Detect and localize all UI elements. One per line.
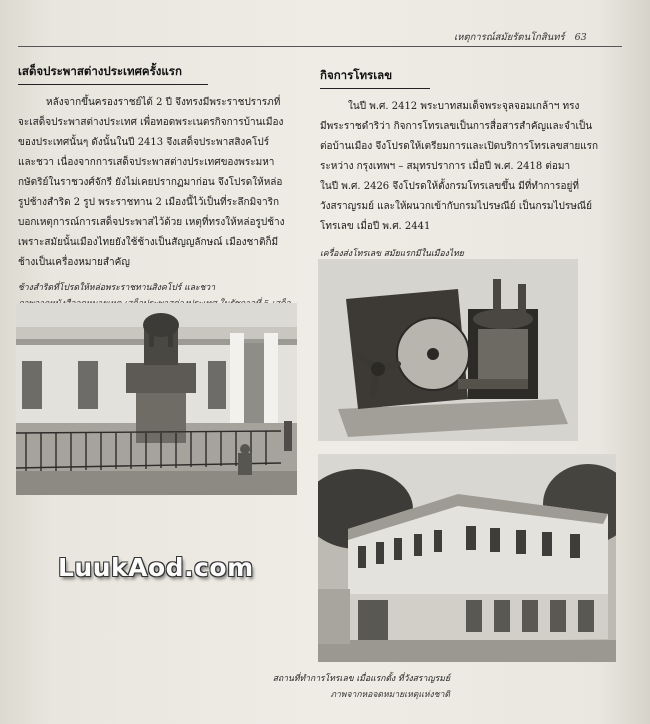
text-line: ช้างเป็นเครื่องหมายสำคัญ bbox=[18, 257, 130, 268]
left-body-text bbox=[18, 93, 300, 273]
text-line: ในปี พ.ศ. 2426 จึงโปรดให้ตั้งกรมโทรเลขขึ้น มีที่ทำการอยู่ที่ bbox=[320, 181, 579, 192]
right-column bbox=[320, 64, 620, 278]
text-line: ระหว่าง กรุงเทพฯ – สมุทรปราการ เมื่อปี พ.ศ. 2418 ต่อมา bbox=[320, 161, 571, 172]
caption-line: ภาพจากหอจดหมายเหตุแห่งชาติ bbox=[330, 689, 450, 700]
text-line: รูปช้างสำริด 2 รูป พระราชทาน 2 เมืองนี้ไว้เป็นที่ระลึกมิจาริก bbox=[18, 197, 280, 208]
section-title-first-trip: เสด็จประพาสต่างประเทศครั้งแรก bbox=[18, 63, 208, 85]
caption-line: เครื่องส่งโทรเลข สมัยแรกมีในเมืองไทย bbox=[320, 249, 464, 259]
left-column bbox=[18, 60, 300, 343]
text-line: วังสราญรมย์ และให้ผนวกเข้ากับกรมไปรษณีย์ เป็นกรมไปรษณีย์ bbox=[320, 201, 592, 212]
text-line: และชวา เนื่องจากการเสด็จประพาสต่างประเทศของพระมหา bbox=[18, 157, 275, 168]
text-line: จะเสด็จประพาสต่างประเทศ เพื่อทอดพระเนตรกิจการบ้านเมือง bbox=[18, 117, 284, 128]
watermark-logo: LuukAod.com bbox=[58, 553, 254, 582]
right-body-text bbox=[320, 97, 620, 237]
running-head bbox=[454, 30, 634, 45]
telegraph-office-photo bbox=[318, 454, 616, 662]
text-line: หลังจากขึ้นครองราชย์ได้ 2 ปี จึงทรงมีพระราชปรารภที่ bbox=[46, 97, 281, 108]
text-line: โทรเลข เมื่อปี พ.ศ. 2441 bbox=[320, 221, 431, 232]
office-photo-caption bbox=[150, 672, 450, 703]
header-rule bbox=[18, 46, 622, 47]
caption-line: สถานที่ทำการโทรเลข เมื่อแรกตั้ง ที่วังสราญรมย์ bbox=[272, 674, 450, 684]
telegraph-machine-photo bbox=[318, 259, 578, 441]
text-line: ต่อบ้านเมือง จึงโปรดให้เตรียมการและเปิดบริการโทรเลขสายแรก bbox=[320, 141, 599, 152]
text-line: กษัตริย์ในราชวงศ์จักรี ยังไม่เคยปรากฏมาก่อน จึงโปรดให้หล่อ bbox=[18, 177, 283, 188]
text-line: ของประเทศนั้นๆ ดังนั้นในปี 2413 จึงเสด็จประพาสสิงคโปร์ bbox=[18, 137, 270, 148]
elephant-statue-photo bbox=[16, 303, 297, 495]
running-head-title: เหตุการณ์สมัยรัตนโกสินทร์ bbox=[454, 32, 565, 43]
section-title-telegraph: กิจการโทรเลข bbox=[320, 67, 430, 89]
text-line: ในปี พ.ศ. 2412 พระบาทสมเด็จพระจุลจอมเกล้าฯ ทรง bbox=[348, 101, 580, 112]
text-line: เพราะสมัยนั้นเมืองไทยยังใช้ช้างเป็นสัญญลักษณ์ เมืองชาติก็มี bbox=[18, 237, 279, 248]
page-number: 63 bbox=[574, 32, 587, 43]
text-line: มีพระราชดำริว่า กิจการโทรเลขเป็นการสื่อสารสำคัญและจำเป็น bbox=[320, 121, 593, 132]
text-line: บอกเหตุการณ์การเสด็จประพาสไว้ด้วย เหตุที่ทรงให้หล่อรูปช้าง bbox=[18, 217, 285, 228]
caption-line: ช้างสำริดที่โปรดให้หล่อพระราชทานสิงคโปร์ และชวา bbox=[18, 283, 216, 293]
